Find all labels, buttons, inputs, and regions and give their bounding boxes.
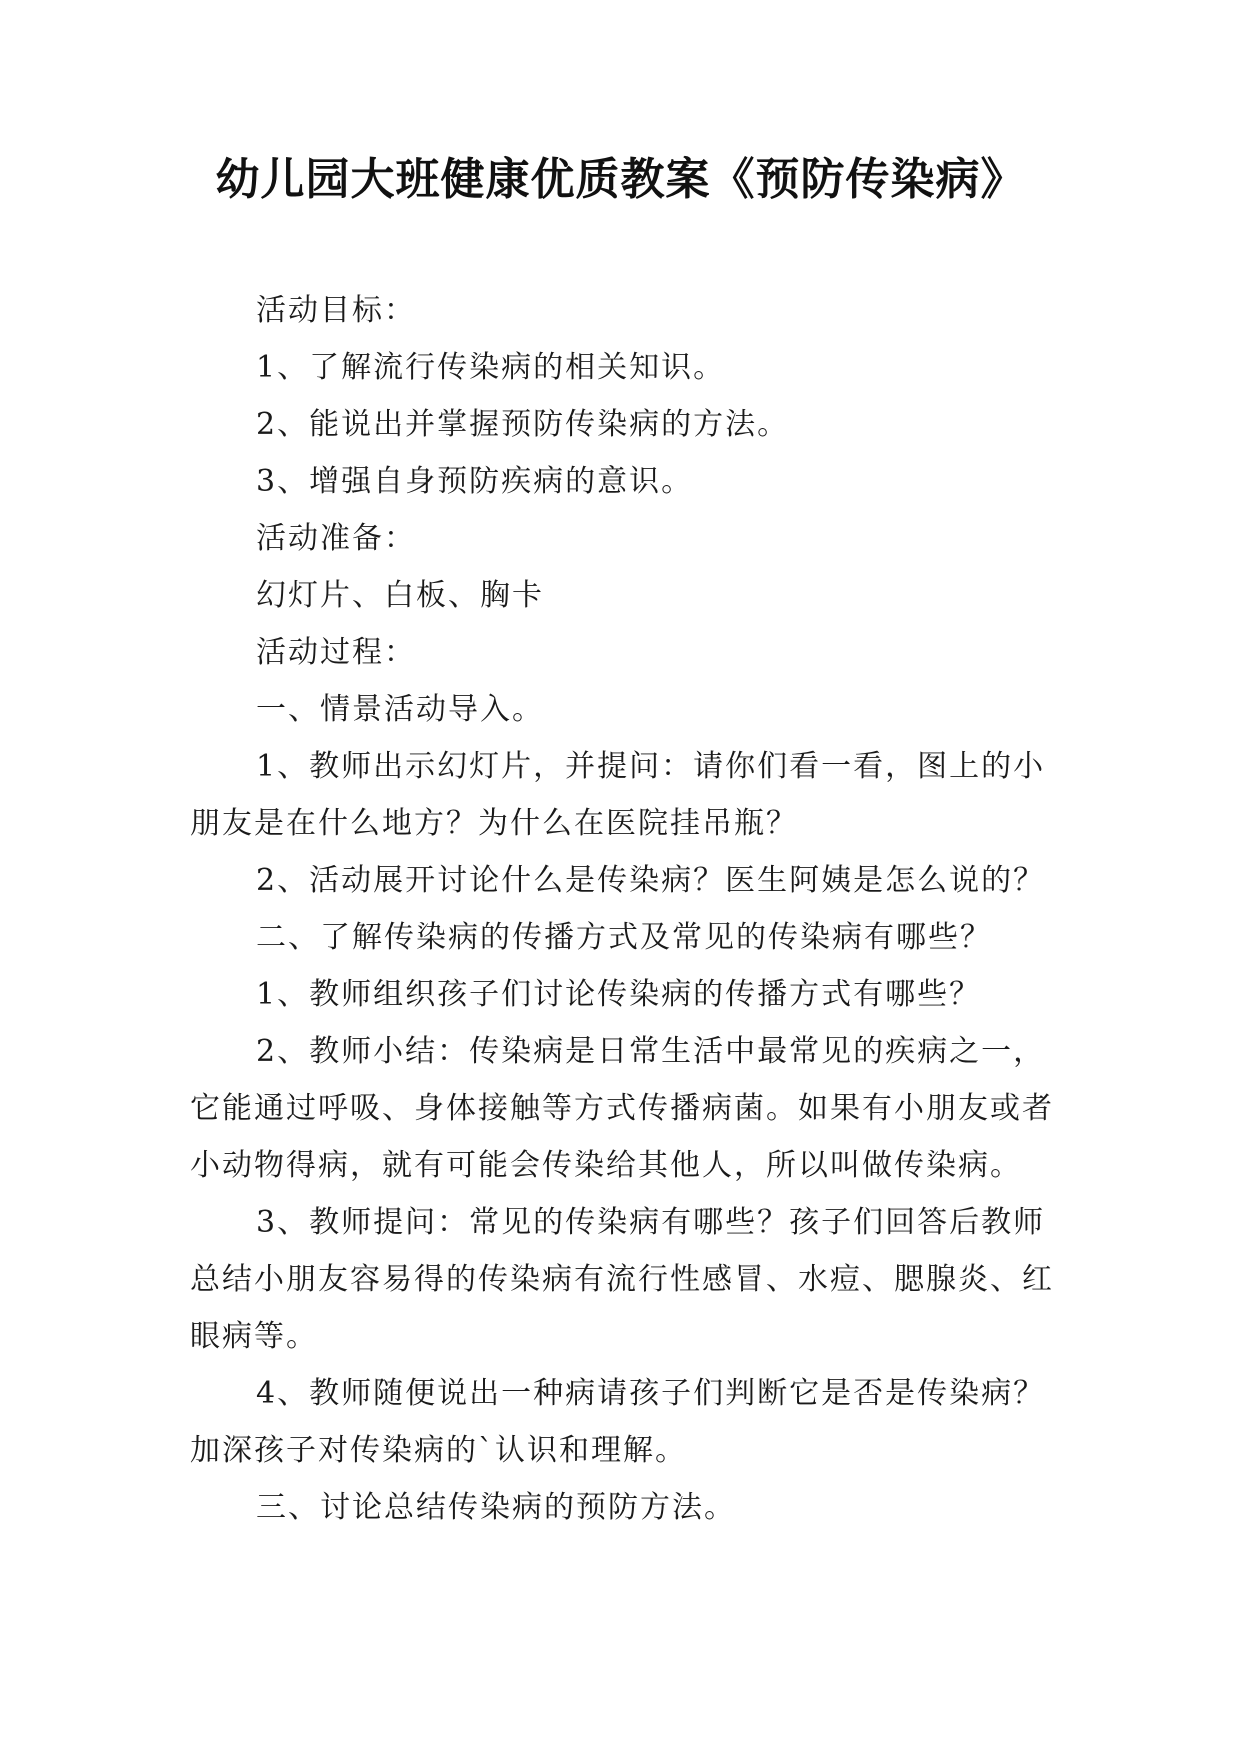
document-body: [190, 282, 1060, 1536]
paragraph-preparation-heading: 活动准备：: [256, 521, 416, 556]
paragraph-section-2-step-4: 4、教师随便说出一种病请孩子们判断它是否是传染病？加深孩子对传染病的`认识和理解。: [190, 1376, 1046, 1468]
paragraph-section-2-step-3: 3、教师提问：常见的传染病有哪些？孩子们回答后教师总结小朋友容易得的传染病有流行性感冒、水痘、腮腺炎、红眼病等。: [190, 1205, 1054, 1354]
paragraph-section-2-heading: 二、了解传染病的传播方式及常见的传染病有哪些？: [256, 920, 992, 955]
paragraph-preparation-items: 幻灯片、白板、胸卡: [256, 578, 544, 613]
paragraph-section-1-step-2: 2、活动展开讨论什么是传染病？医生阿姨是怎么说的？: [256, 863, 1046, 898]
paragraph-process-heading: 活动过程：: [256, 635, 416, 670]
paragraph-goal-2: 2、能说出并掌握预防传染病的方法。: [256, 407, 790, 442]
paragraph-section-2-step-1: 1、教师组织孩子们讨论传染病的传播方式有哪些？: [256, 977, 982, 1012]
document-title: 幼儿园大班健康优质教案《预防传染病》: [215, 154, 1026, 205]
paragraph-section-1-step-1: 1、教师出示幻灯片，并提问：请你们看一看，图上的小朋友是在什么地方？为什么在医院挂吊瓶？: [190, 749, 1046, 841]
paragraph-goal-1: 1、了解流行传染病的相关知识。: [256, 350, 726, 385]
paragraph-goal-3: 3、增强自身预防疾病的意识。: [256, 464, 694, 499]
paragraph-activity-goals-heading: 活动目标：: [256, 293, 416, 328]
paragraph-section-2-step-2: 2、教师小结：传染病是日常生活中最常见的疾病之一，它能通过呼吸、身体接触等方式传播病菌。如果有小朋友或者小动物得病，就有可能会传染给其他人，所以叫做传染病。: [190, 1034, 1054, 1183]
paragraph-section-3-heading: 三、讨论总结传染病的预防方法。: [256, 1490, 736, 1525]
paragraph-section-1-heading: 一、情景活动导入。: [256, 692, 544, 727]
